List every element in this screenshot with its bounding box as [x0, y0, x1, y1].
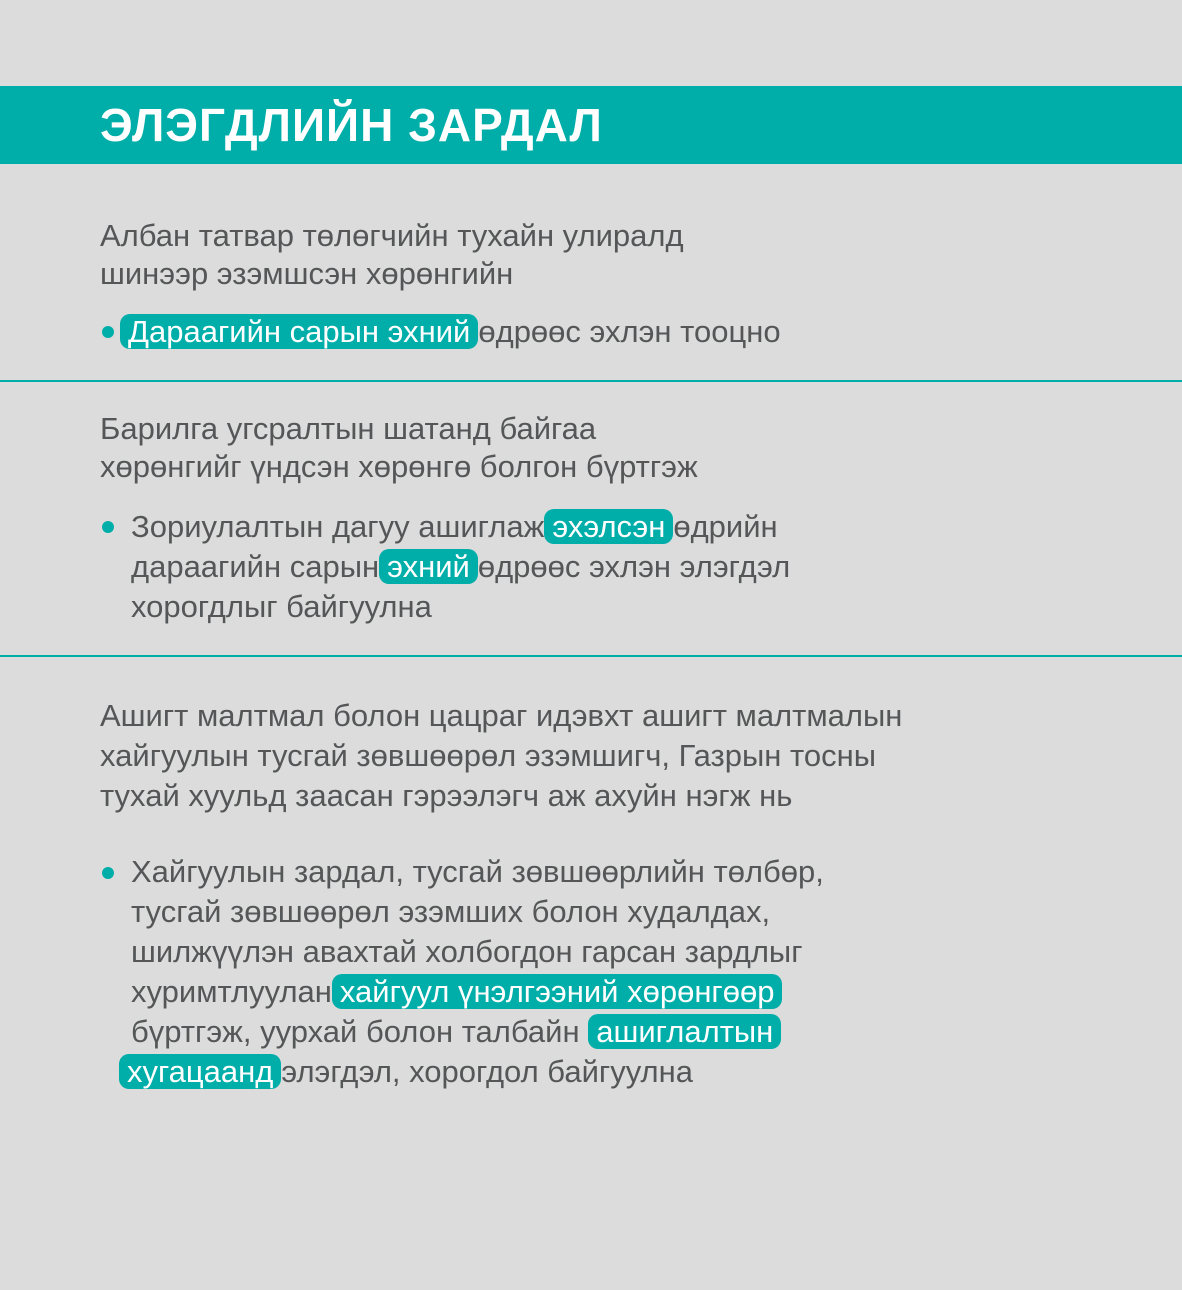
- section3-heading-line3: тухай хуульд заасан гэрээлэгч аж ахуйн нэгж нь: [100, 778, 793, 813]
- bullet-text: Зориулалтын дагуу ашиглаж: [131, 509, 545, 544]
- bullet-text: бүртгэж, уурхай болон талбайн: [131, 1014, 580, 1049]
- section1-heading-line1: Албан татвар төлөгчийн тухайн улиралд: [100, 218, 684, 253]
- section1-bullet: [120, 312, 781, 352]
- highlight: Дараагийн сарын эхний: [120, 314, 478, 349]
- section1-heading-line2: шинээр эзэмшсэн хөрөнгийн: [100, 256, 514, 291]
- highlight: хугацаанд: [119, 1054, 281, 1089]
- section-divider: [0, 655, 1182, 657]
- highlight: эхний: [379, 549, 478, 584]
- section3-bullet-line6: [119, 1052, 824, 1092]
- section3-bullet-line2: тусгай зөвшөөрөл эзэмших болон худалдах,: [131, 894, 771, 929]
- page-title: ЭЛЭГДЛИЙН ЗАРДАЛ: [100, 99, 603, 151]
- bullet-text: өдрөөс эхлэн элэгдэл: [477, 549, 791, 584]
- bullet-dot: [102, 326, 114, 338]
- bullet-text: элэгдэл, хорогдол байгуулна: [281, 1054, 693, 1089]
- bullet-text: хуримтлуулан: [131, 974, 332, 1009]
- highlight: ашиглалтын: [588, 1014, 781, 1049]
- bullet-dot: [102, 521, 114, 533]
- highlight: хайгуул үнэлгээний хөрөнгөөр: [332, 974, 783, 1009]
- section2-bullet: [131, 507, 790, 627]
- bullet-text: өдрөөс эхлэн тооцно: [478, 314, 781, 349]
- bullet-text: дараагийн сарын: [131, 549, 380, 584]
- section3-heading-line1: Ашигт малтмал болон цацраг идэвхт ашигт малтмалын: [100, 698, 903, 733]
- section2-bullet-line3: хорогдлыг байгуулна: [131, 589, 432, 624]
- section3-bullet-line3: шилжүүлэн авахтай холбогдон гарсан зардлыг: [131, 934, 803, 969]
- section2-bullet-line1: [131, 507, 790, 547]
- bullet-dot: [102, 867, 114, 879]
- section2-heading-line1: Барилга угсралтын шатанд байгаа: [100, 411, 597, 446]
- section3-heading: [100, 696, 902, 816]
- section-divider: [0, 380, 1182, 382]
- section2-heading-line2: хөрөнгийг үндсэн хөрөнгө болгон бүртгэж: [100, 449, 698, 484]
- title-banner: [0, 86, 1182, 164]
- section2-heading: [100, 410, 698, 486]
- section2-bullet-line2: [131, 547, 790, 587]
- section3-heading-line2: хайгуулын тусгай зөвшөөрөл эзэмшигч, Газрын тосны: [100, 738, 876, 773]
- section1-heading: [100, 217, 684, 293]
- section3-bullet-line1: Хайгуулын зардал, тусгай зөвшөөрлийн төлбөр,: [131, 854, 824, 889]
- bullet-text: өдрийн: [673, 509, 778, 544]
- highlight: эхэлсэн: [544, 509, 673, 544]
- section3-bullet-line4: [131, 972, 824, 1012]
- section3-bullet: [127, 852, 824, 1092]
- section3-bullet-line5: [131, 1012, 824, 1052]
